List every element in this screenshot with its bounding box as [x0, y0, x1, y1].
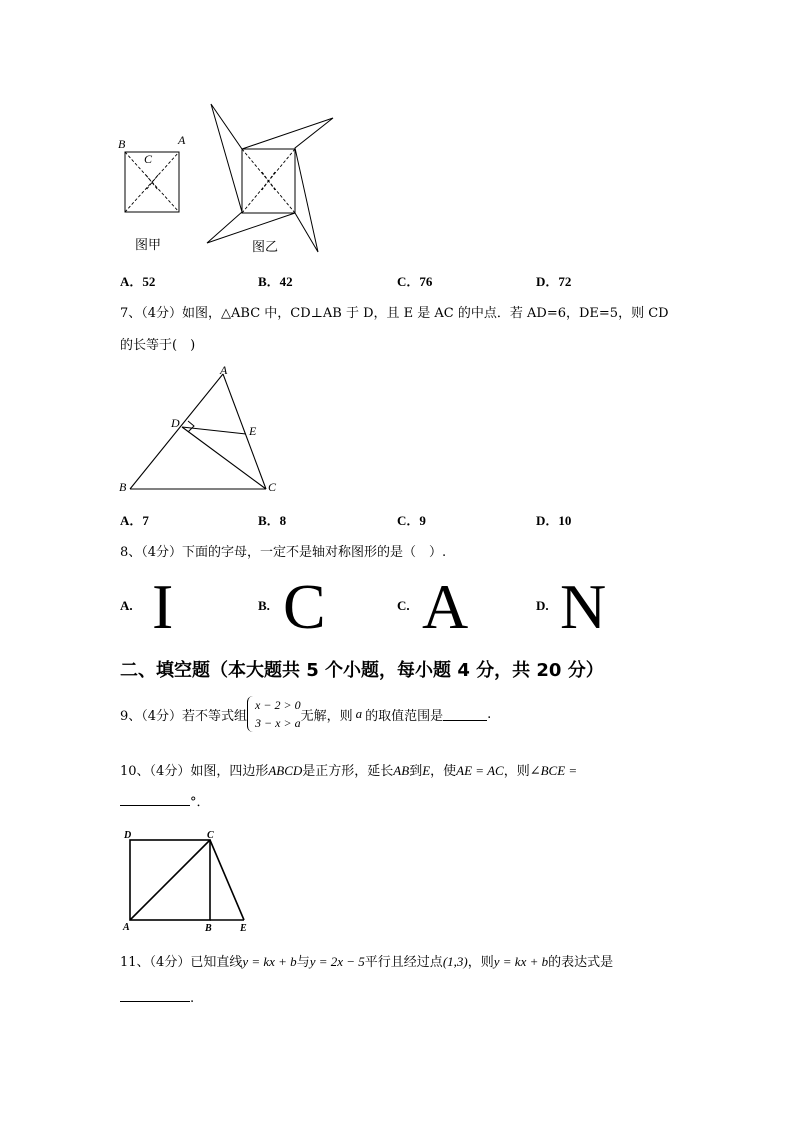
q11-t2: 平行且经过点 [364, 955, 443, 970]
label-a: A [123, 922, 130, 933]
q9-end: . [487, 706, 492, 722]
q10-end: °． [190, 795, 210, 810]
q9-line [120, 696, 491, 732]
q8-text: 8、（4分）下面的字母，一定不是轴对称图形的是（ ）. [120, 545, 447, 560]
q10-eq: AE = AC [456, 763, 504, 778]
label-e: E [249, 424, 257, 438]
q11-line2 [120, 989, 194, 1006]
figure-yi [205, 102, 335, 254]
q7-text-line1: 7、（4分）如图，△ABC 中，CD⊥AB 于 D，且 E 是 AC 的中点．若 AD=6，DE=5，则 CD [120, 306, 669, 321]
q11-eq1: y = kx + b [242, 954, 297, 969]
label-c: C [268, 480, 277, 494]
q10-ab: AB [393, 763, 410, 778]
label-a: A [178, 133, 186, 147]
label-b: B [118, 137, 126, 151]
inequality-2: 3 − x > a [255, 716, 301, 730]
q10-t4: ，则∠ [503, 764, 541, 779]
caption-jia: 图甲 [135, 238, 162, 253]
q8-option-a-label: A. [120, 598, 133, 613]
q11-prefix: 11、（4分）已知直线 [120, 955, 243, 970]
q8-letter-n: N [560, 571, 607, 642]
inequality-system [247, 696, 301, 732]
q11-line1 [120, 951, 613, 970]
q10-answer-blank[interactable] [120, 793, 190, 806]
inequality-1: x − 2 > 0 [255, 698, 301, 712]
label-b: B [119, 480, 127, 494]
q7-option-c: C．9 [397, 513, 426, 528]
q10-e: E [422, 763, 431, 778]
q11-t4: 的表达式是 [548, 955, 614, 970]
q10-abcd: ABCD [268, 763, 303, 778]
q8-option-b-label: B. [258, 598, 270, 613]
section-heading: 二、填空题（本大题共 5 个小题，每小题 4 分，共 20 分） [120, 660, 604, 681]
q11-eq3: y = kx + b [493, 954, 549, 969]
q8-option-d-label: D. [536, 598, 549, 613]
q7-option-b: B．8 [258, 513, 287, 528]
label-d: D [124, 830, 132, 841]
q9-suffix: 的取值范围是 [365, 708, 444, 724]
q8-letter-a: A [422, 571, 469, 642]
caption-yi: 图乙 [252, 240, 279, 255]
q7-option-a: A．7 [120, 513, 149, 528]
q11-answer-blank[interactable] [120, 989, 190, 1002]
q9-prefix: 9、（4分）若不等式组 [120, 708, 248, 724]
q11-end: . [190, 991, 195, 1006]
q11-eq2: y = 2x − 5 [309, 954, 365, 969]
pinwheel-outline [207, 104, 333, 252]
q9-answer-blank[interactable] [443, 708, 487, 721]
q8-letter-c: C [283, 571, 326, 642]
label-c: C [207, 830, 214, 841]
q9-middle: 无解，则 [300, 708, 353, 724]
q10-t3: ，使 [430, 764, 457, 779]
q7-option-d: D．10 [536, 513, 572, 528]
q6-option-b: B．42 [258, 274, 293, 289]
q6-option-a: A．52 [120, 274, 156, 289]
q10-bce: BCE [540, 763, 566, 778]
q11-t3: ，则 [467, 955, 494, 970]
figure-jia [110, 130, 200, 230]
q11-t1: 与 [296, 955, 310, 970]
q10-prefix: 10、（4分）如图，四边形 [120, 764, 269, 779]
label-b: B [205, 923, 212, 934]
q8-letter-i: I [152, 571, 174, 642]
q6-option-c: C．76 [397, 274, 433, 289]
q10-line2 [120, 791, 210, 810]
label-d: D [171, 416, 180, 430]
label-e: E [240, 923, 247, 934]
q10-t2: 到 [409, 764, 423, 779]
q7-text-line2: 的长等于( ) [120, 338, 196, 353]
figure-q7-triangle [115, 362, 290, 497]
figure-q10-square [118, 826, 258, 934]
q8-option-c-label: C. [397, 598, 410, 613]
q9-var: a [355, 706, 363, 721]
q10-t5: = [565, 763, 578, 778]
q11-point: (1,3) [442, 954, 468, 969]
q10-t1: 是正方形，延长 [302, 764, 394, 779]
q6-option-d: D．72 [536, 274, 572, 289]
label-c: C [144, 152, 153, 166]
q10-line1 [120, 760, 577, 779]
label-a: A [220, 363, 228, 377]
